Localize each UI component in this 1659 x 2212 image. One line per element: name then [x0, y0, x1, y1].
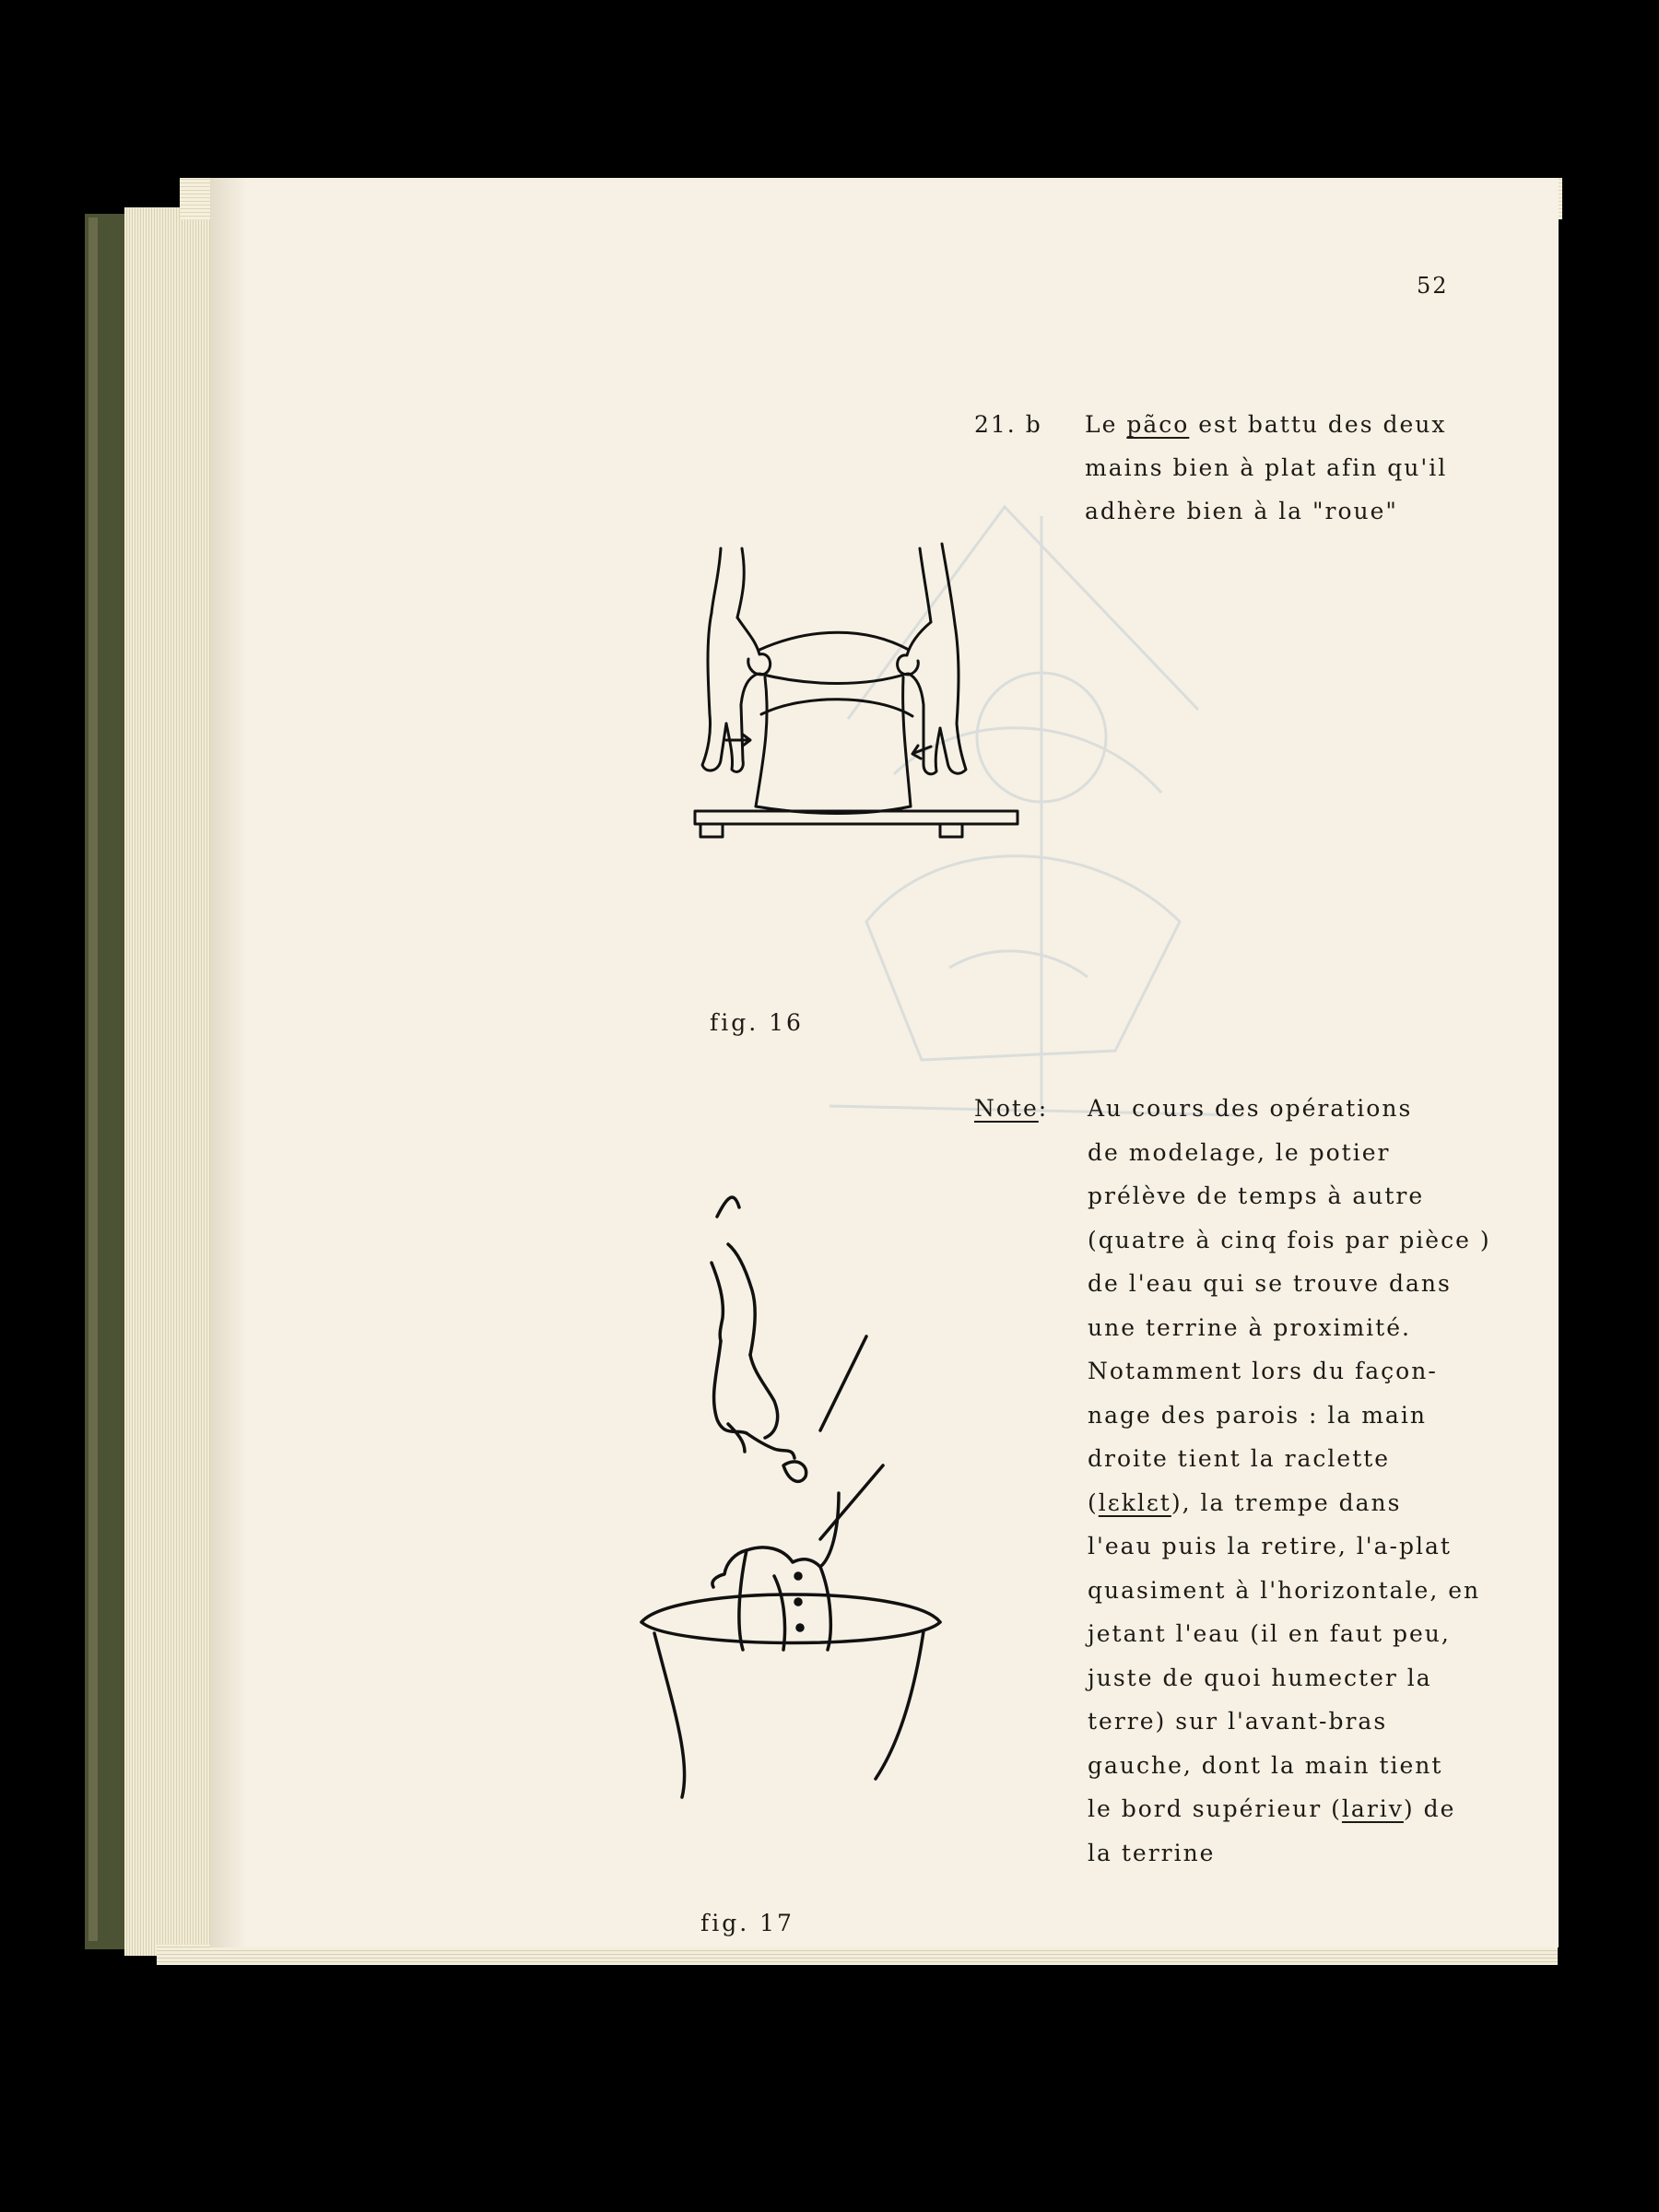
figure-17-illustration — [636, 1189, 949, 1816]
note-line — [1088, 1489, 1401, 1516]
note-line — [1088, 1314, 1411, 1341]
note-line-text: le bord supérieur ( — [1088, 1795, 1342, 1822]
vernacular-term: lεklεt — [1098, 1488, 1171, 1516]
figure-16-illustration — [682, 539, 1032, 871]
note-line-text: de modelage, le potier — [1088, 1138, 1391, 1166]
page-stack-bottom — [157, 1945, 1558, 1965]
note-line-text: ) de — [1403, 1795, 1456, 1822]
figure-17-caption: fig. 17 — [700, 1910, 794, 1936]
note-line — [1088, 1708, 1387, 1735]
note-line-text: quasiment à l'horizontale, en — [1088, 1576, 1481, 1604]
note-line — [1088, 1095, 1412, 1122]
note-line-text: prélève de temps à autre — [1088, 1182, 1425, 1209]
section-line-text: Le — [1085, 411, 1127, 438]
section-line — [1085, 411, 1447, 438]
note-line-text: de l'eau qui se trouve dans — [1088, 1270, 1452, 1297]
note-line-text: gauche, dont la main tient — [1088, 1751, 1443, 1779]
vernacular-term: pãco — [1126, 411, 1190, 438]
note-line-text: terre) sur l'avant-bras — [1088, 1708, 1388, 1735]
spine-highlight — [88, 218, 98, 1941]
note-line — [1088, 1227, 1491, 1253]
section-line-text: est battu des deux — [1189, 411, 1447, 438]
figure-16-caption: fig. 16 — [710, 1009, 804, 1036]
note-line-text: ), la trempe dans — [1171, 1488, 1402, 1516]
note-line-text: juste de quoi humecter la — [1088, 1664, 1432, 1691]
section-number: 21. b — [974, 411, 1042, 438]
note-line — [1088, 1577, 1480, 1604]
note-line-text: Au cours des opérations — [1088, 1095, 1413, 1122]
note-line — [1088, 1445, 1390, 1472]
note-line — [1088, 1182, 1424, 1209]
note-line — [1088, 1402, 1427, 1429]
note-line — [1088, 1533, 1452, 1559]
section-line — [1085, 498, 1398, 524]
section-line-text: mains bien à plat afin qu'il — [1085, 454, 1448, 481]
note-label: Note: — [974, 1095, 1049, 1122]
note-line — [1088, 1358, 1438, 1384]
note-line-text: jetant l'eau (il en faut peu, — [1088, 1620, 1451, 1647]
note-line — [1088, 1752, 1442, 1779]
page-stack-left — [124, 207, 217, 1956]
section-line-text: adhère bien à la "roue" — [1085, 498, 1398, 524]
note-line-text: nage des parois : la main — [1088, 1401, 1427, 1429]
note-line-text: ( — [1088, 1488, 1099, 1516]
vernacular-term: lariv — [1341, 1795, 1404, 1822]
note-line-text: (quatre à cinq fois par pièce ) — [1088, 1226, 1491, 1253]
note-line-text: une terrine à proximité. — [1088, 1313, 1411, 1341]
page-gutter-shadow — [210, 178, 247, 1947]
note-line — [1088, 1840, 1215, 1866]
page-number: 52 — [1417, 273, 1449, 299]
note-line-text: droite tient la raclette — [1088, 1445, 1391, 1472]
section-line — [1085, 454, 1447, 481]
note-line — [1088, 1665, 1432, 1691]
note-line — [1088, 1139, 1390, 1166]
note-line-text: l'eau puis la retire, l'a-plat — [1088, 1533, 1452, 1559]
note-line-text: la terrine — [1088, 1839, 1216, 1866]
note-line — [1088, 1795, 1455, 1822]
note-line — [1088, 1620, 1451, 1647]
note-line — [1088, 1270, 1452, 1297]
note-line-text: Notamment lors du façon- — [1088, 1358, 1438, 1384]
